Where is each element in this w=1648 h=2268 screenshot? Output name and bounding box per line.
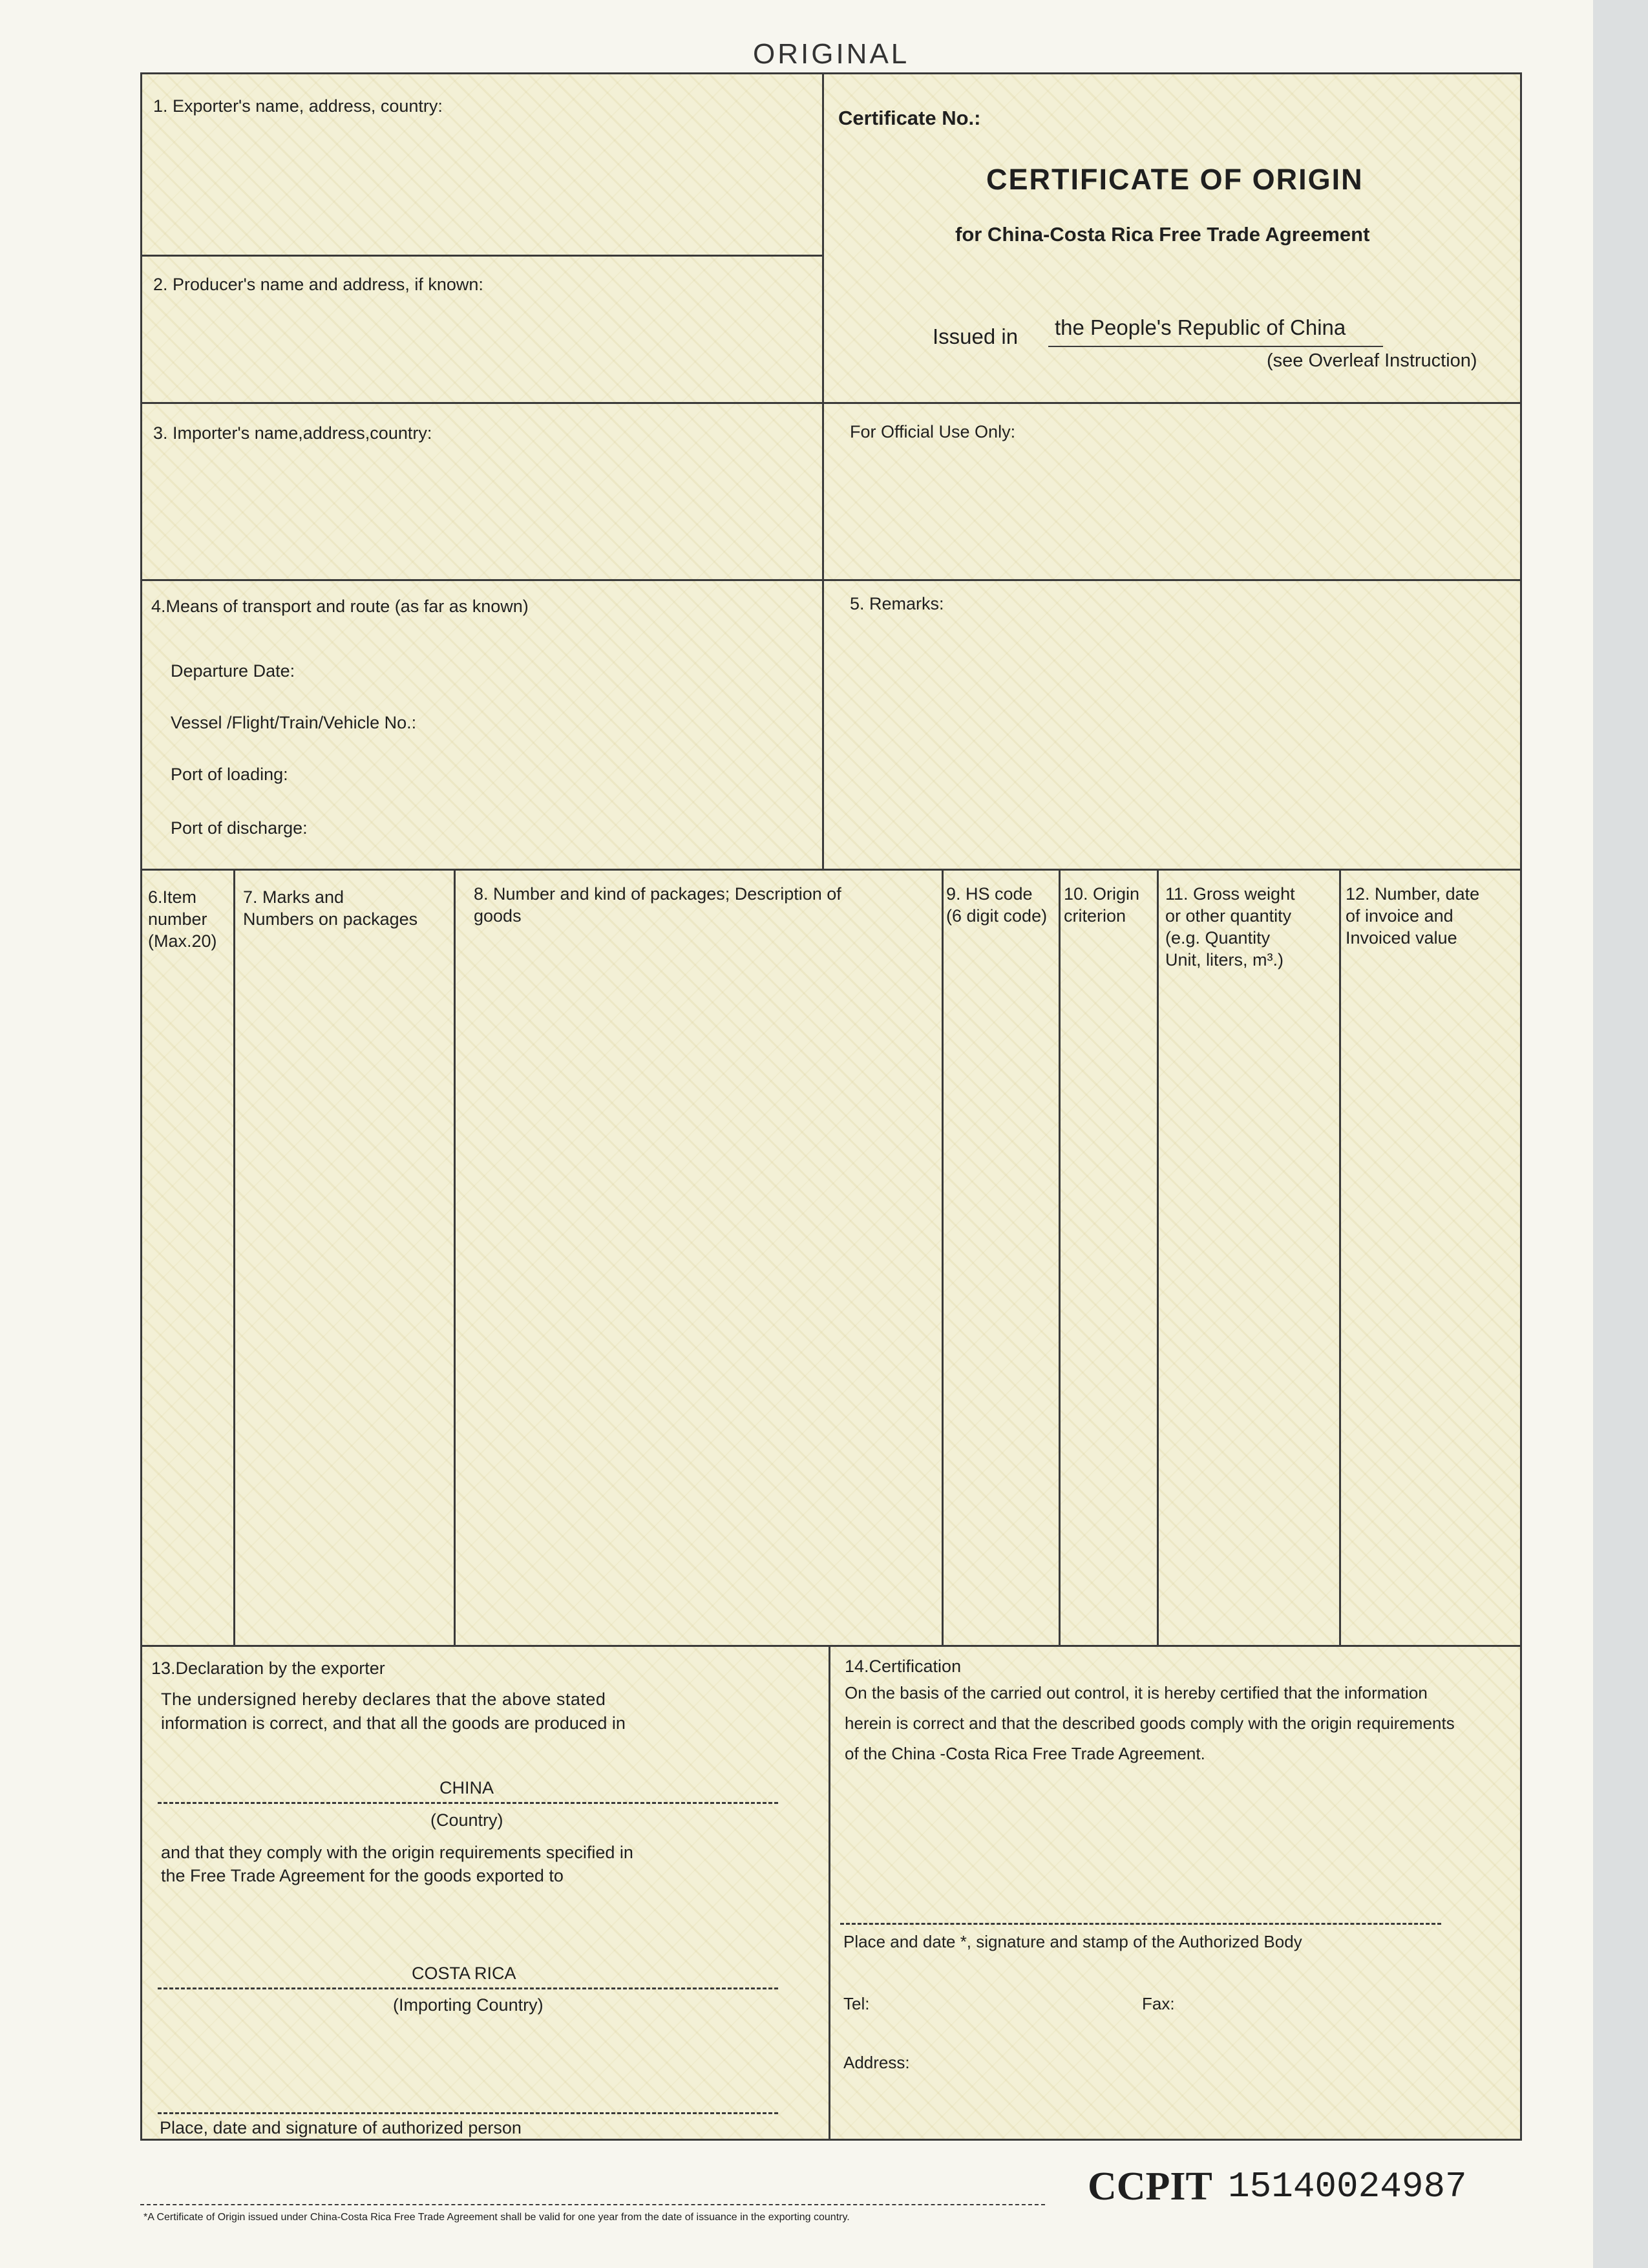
country-caption: (Country) — [430, 1810, 503, 1830]
overleaf-instruction: (see Overleaf Instruction) — [1267, 350, 1477, 371]
col-header-origin-criterion: 10. Origin criterion — [1064, 884, 1140, 926]
box14-label: 14.Certification — [845, 1657, 962, 1676]
box3-label: 3. Importer's name,address,country: — [153, 423, 432, 443]
original-heading: ORIGINAL — [753, 38, 910, 70]
box5-label: 5. Remarks: — [850, 594, 944, 613]
certificate-title: CERTIFICATE OF ORIGIN — [986, 163, 1364, 196]
importing-country-dotted-line — [158, 1987, 778, 1989]
vessel-label: Vessel /Flight/Train/Vehicle No.: — [171, 713, 417, 732]
divider-row-3 — [140, 402, 1522, 404]
col-line-12 — [1339, 869, 1341, 1646]
col-line-9 — [942, 869, 944, 1646]
box13-line1: The undersigned hereby declares that the above stated — [161, 1690, 606, 1709]
box14-line1: On the basis of the carried out control, it is hereby certified that the information — [845, 1683, 1428, 1702]
signature-dotted-line — [158, 2112, 778, 2114]
divider-row-4 — [140, 579, 1522, 581]
col-header-marks: 7. Marks and Numbers on packages — [243, 887, 418, 929]
col-header-gross-weight: 11. Gross weight or other quantity (e.g. Quantity Unit, liters, m³.) — [1165, 884, 1295, 970]
box13-label: 13.Declaration by the exporter — [151, 1659, 385, 1678]
col-header-item-number: 6.Item number (Max.20) — [148, 887, 217, 951]
box13-line3: and that they comply with the origin requirements specified in — [161, 1843, 633, 1862]
issued-in-underline — [1048, 346, 1383, 347]
col-line-10 — [1059, 869, 1061, 1646]
col-header-hs-code: 9. HS code (6 digit code) — [946, 884, 1048, 926]
port-discharge-label: Port of discharge: — [171, 818, 308, 838]
official-use-label: For Official Use Only: — [850, 422, 1016, 441]
fax-label: Fax: — [1142, 1994, 1175, 2013]
country-dotted-line — [158, 1802, 778, 1804]
certificate-subtitle: for China-Costa Rica Free Trade Agreement — [955, 223, 1370, 246]
serial-number: 15140024987 — [1228, 2166, 1467, 2207]
box4-label: 4.Means of transport and route (as far as known) — [151, 597, 529, 616]
col-line-7 — [233, 869, 235, 1646]
bottom-vertical-divider — [829, 1645, 830, 2141]
serial-prefix: CCPIT — [1088, 2165, 1212, 2209]
col-line-11 — [1157, 869, 1159, 1646]
divider-row-goods — [140, 869, 1522, 871]
form-frame — [140, 72, 1522, 2141]
importing-country-value: COSTA RICA — [412, 1964, 516, 1983]
box2-label: 2. Producer's name and address, if known: — [153, 275, 483, 294]
validity-note: *A Certificate of Origin issued under China-Costa Rica Free Trade Agreement shall be valid for one year from the date of issuance in the exporting country. — [143, 2212, 850, 2223]
page-edge — [1593, 0, 1648, 2268]
divider-1-2 — [140, 255, 823, 257]
col-line-8 — [454, 869, 456, 1646]
divider-row-13 — [140, 1645, 1522, 1647]
tel-label: Tel: — [843, 1994, 870, 2013]
certification-dotted-line — [840, 1923, 1441, 1925]
issued-in-label: Issued in — [933, 324, 1019, 348]
certificate-number-label: Certificate No.: — [838, 107, 981, 129]
col-header-description: 8. Number and kind of packages; Description of goods — [474, 884, 841, 926]
address-label: Address: — [843, 2053, 910, 2072]
departure-date-label: Departure Date: — [171, 661, 295, 681]
box13-line2: information is correct, and that all the goods are produced in — [161, 1713, 626, 1733]
box14-line3: of the China -Costa Rica Free Trade Agreement. — [845, 1744, 1205, 1763]
country-value: CHINA — [439, 1778, 494, 1797]
port-loading-label: Port of loading: — [171, 765, 288, 784]
importing-country-caption: (Importing Country) — [393, 1995, 544, 2015]
place-date-label: Place and date *, signature and stamp of the Authorized Body — [843, 1932, 1302, 1951]
issued-in-value: the People's Republic of China — [1055, 315, 1346, 339]
authorized-person-label: Place, date and signature of authorized person — [160, 2118, 522, 2137]
top-vertical-divider — [822, 72, 824, 870]
footer-dotted-line — [140, 2204, 1045, 2205]
box14-line2: herein is correct and that the described goods comply with the origin requirements — [845, 1713, 1455, 1733]
box1-label: 1. Exporter's name, address, country: — [153, 96, 443, 116]
box13-line4: the Free Trade Agreement for the goods exported to — [161, 1866, 564, 1885]
col-header-invoice: 12. Number, date of invoice and Invoiced value — [1346, 884, 1480, 948]
